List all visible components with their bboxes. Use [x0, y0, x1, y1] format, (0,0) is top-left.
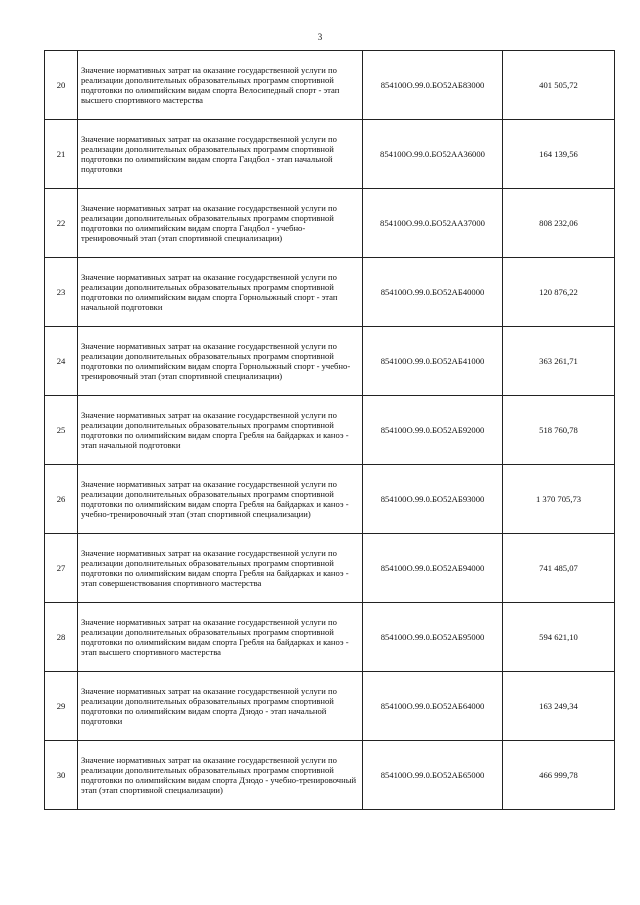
row-amount: 1 370 705,73 — [503, 465, 615, 534]
row-amount: 808 232,06 — [503, 189, 615, 258]
table-row — [45, 465, 615, 534]
table-row — [45, 672, 615, 741]
row-code: 854100О.99.0.БО52АБ40000 — [363, 258, 503, 327]
table-row — [45, 603, 615, 672]
row-code: 854100О.99.0.БО52АБ41000 — [363, 327, 503, 396]
row-amount: 163 249,34 — [503, 672, 615, 741]
row-amount: 164 139,56 — [503, 120, 615, 189]
row-amount: 401 505,72 — [503, 51, 615, 120]
row-code: 854100О.99.0.БО52АБ65000 — [363, 741, 503, 810]
row-code: 854100О.99.0.БО52АБ93000 — [363, 465, 503, 534]
row-description: Значение нормативных затрат на оказание государственной услуги по реализации дополнительных образовательных программ спортивной подготовки по олимпийским видам спорта Горнолыжный спорт - этап начальной подготовки — [78, 258, 363, 327]
row-code: 854100О.99.0.БО52АА36000 — [363, 120, 503, 189]
row-code: 854100О.99.0.БО52АБ95000 — [363, 603, 503, 672]
table-row — [45, 396, 615, 465]
row-number: 24 — [45, 327, 78, 396]
row-amount: 594 621,10 — [503, 603, 615, 672]
table-row — [45, 741, 615, 810]
table-row — [45, 258, 615, 327]
row-description: Значение нормативных затрат на оказание государственной услуги по реализации дополнительных образовательных программ спортивной подготовки по олимпийским видам спорта Горнолыжный спорт - учебно-тренировочный этап (этап спортивной специализации) — [78, 327, 363, 396]
table-row — [45, 120, 615, 189]
row-amount: 120 876,22 — [503, 258, 615, 327]
row-description: Значение нормативных затрат на оказание государственной услуги по реализации дополнительных образовательных программ спортивной подготовки по олимпийским видам спорта Велосипедный спорт - этап высшего спортивного мастерства — [78, 51, 363, 120]
row-description: Значение нормативных затрат на оказание государственной услуги по реализации дополнительных образовательных программ спортивной подготовки по олимпийским видам спорта Гребля на байдарках и каноэ - этап высшего спортивного мастерства — [78, 603, 363, 672]
row-code: 854100О.99.0.БО52АБ64000 — [363, 672, 503, 741]
row-amount: 466 999,78 — [503, 741, 615, 810]
row-number: 22 — [45, 189, 78, 258]
row-number: 25 — [45, 396, 78, 465]
table-row — [45, 51, 615, 120]
row-number: 20 — [45, 51, 78, 120]
row-description: Значение нормативных затрат на оказание государственной услуги по реализации дополнительных образовательных программ спортивной подготовки по олимпийским видам спорта Гребля на байдарках и каноэ - этап совершенствования спортивного мастерства — [78, 534, 363, 603]
row-description: Значение нормативных затрат на оказание государственной услуги по реализации дополнительных образовательных программ спортивной подготовки по олимпийским видам спорта Гребля на байдарках и каноэ - учебно-тренировочный этап (этап спортивной специализации) — [78, 465, 363, 534]
row-number: 23 — [45, 258, 78, 327]
row-number: 28 — [45, 603, 78, 672]
row-description: Значение нормативных затрат на оказание государственной услуги по реализации дополнительных образовательных программ спортивной подготовки по олимпийским видам спорта Гандбол - учебно-тренировочный этап (этап спортивной специализации) — [78, 189, 363, 258]
row-number: 29 — [45, 672, 78, 741]
row-amount: 363 261,71 — [503, 327, 615, 396]
row-number: 21 — [45, 120, 78, 189]
row-code: 854100О.99.0.БО52АБ94000 — [363, 534, 503, 603]
row-number: 27 — [45, 534, 78, 603]
row-number: 26 — [45, 465, 78, 534]
row-code: 854100О.99.0.БО52АБ92000 — [363, 396, 503, 465]
row-number: 30 — [45, 741, 78, 810]
row-amount: 741 485,07 — [503, 534, 615, 603]
row-amount: 518 760,78 — [503, 396, 615, 465]
row-description: Значение нормативных затрат на оказание государственной услуги по реализации дополнительных образовательных программ спортивной подготовки по олимпийским видам спорта Дзюдо - этап начальной подготовки — [78, 672, 363, 741]
table-row — [45, 327, 615, 396]
table-row — [45, 534, 615, 603]
table-row — [45, 189, 615, 258]
norms-table — [44, 50, 615, 810]
row-description: Значение нормативных затрат на оказание государственной услуги по реализации дополнительных образовательных программ спортивной подготовки по олимпийским видам спорта Гандбол - этап начальной подготовки — [78, 120, 363, 189]
row-description: Значение нормативных затрат на оказание государственной услуги по реализации дополнительных образовательных программ спортивной подготовки по олимпийским видам спорта Дзюдо - учебно-тренировочный этап (этап спортивной специализации) — [78, 741, 363, 810]
row-description: Значение нормативных затрат на оказание государственной услуги по реализации дополнительных образовательных программ спортивной подготовки по олимпийским видам спорта Гребля на байдарках и каноэ - этап начальной подготовки — [78, 396, 363, 465]
table-body — [45, 51, 615, 810]
row-code: 854100О.99.0.БО52АА37000 — [363, 189, 503, 258]
page-number: 3 — [317, 32, 323, 42]
row-code: 854100О.99.0.БО52АБ83000 — [363, 51, 503, 120]
